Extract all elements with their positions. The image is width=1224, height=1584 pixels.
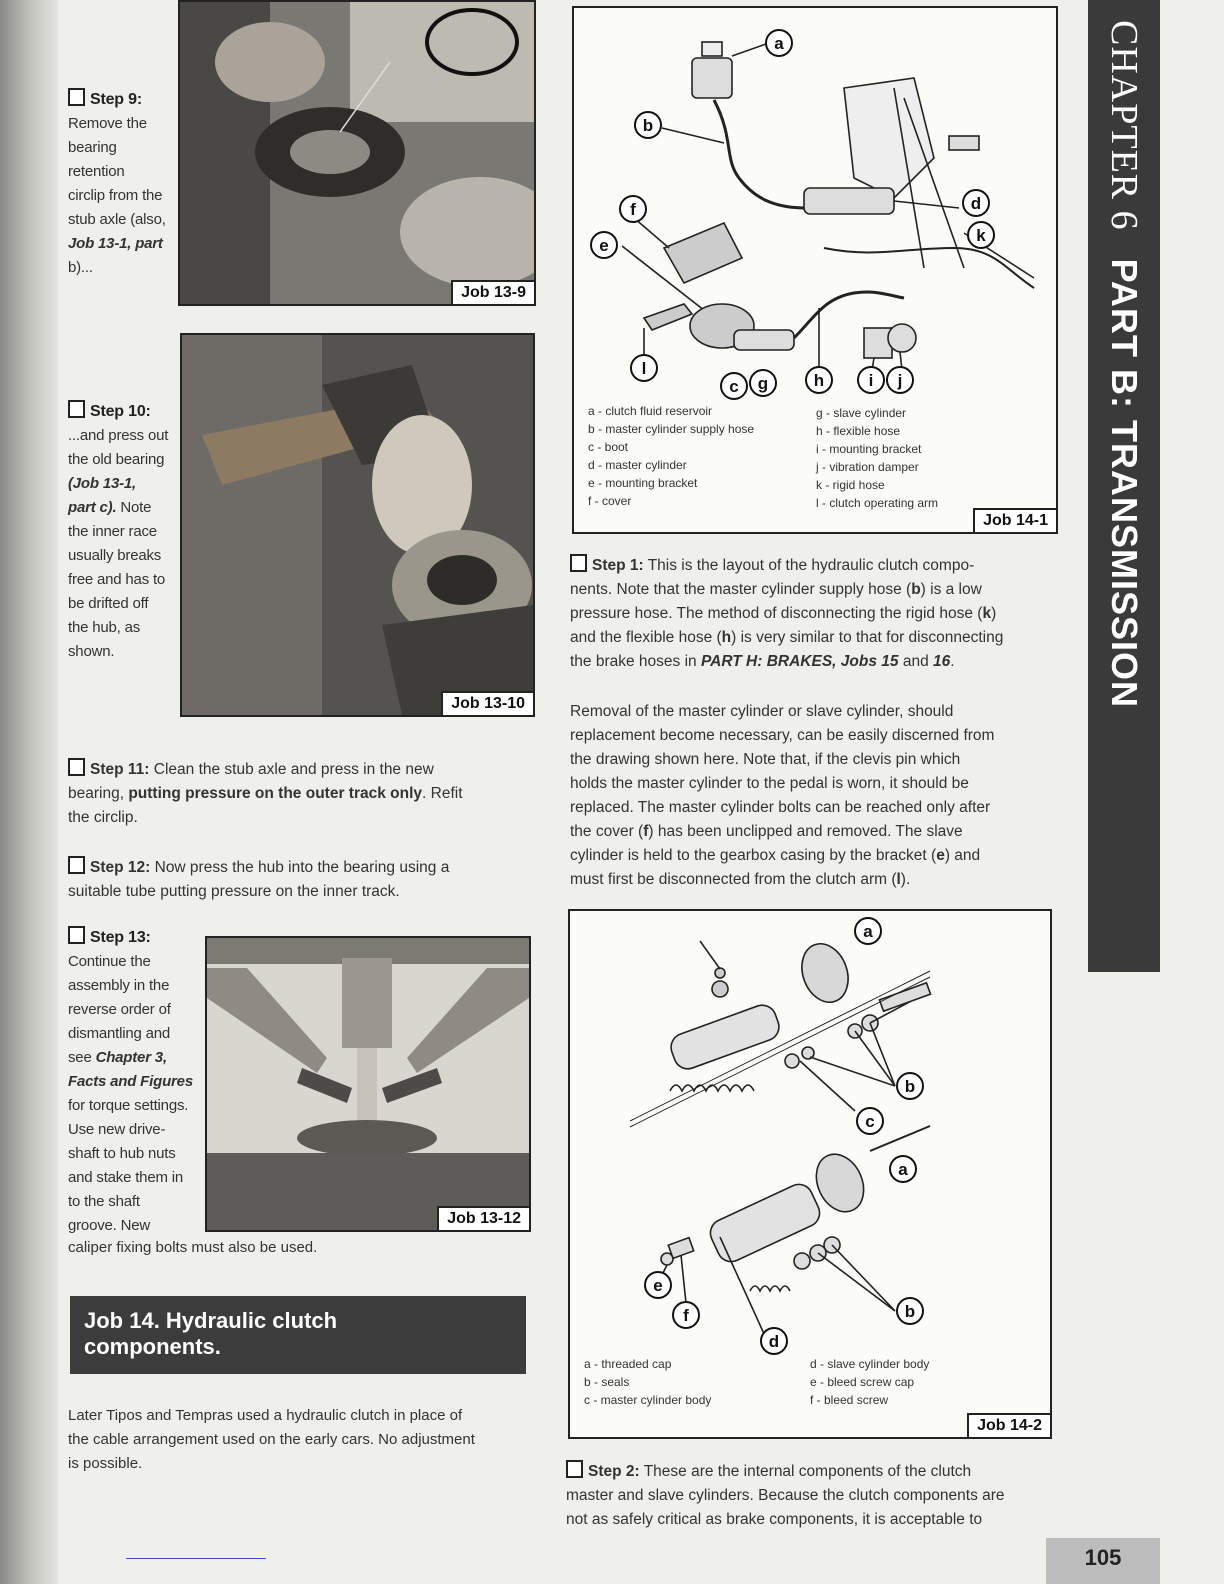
- step-9-line: retention: [68, 163, 125, 180]
- step-2-text: These are the internal components of the clutch: [639, 1463, 972, 1480]
- legend-item: e - bleed screw cap: [810, 1375, 915, 1389]
- step-11: [68, 758, 528, 830]
- legend-item: b - seals: [584, 1375, 630, 1389]
- checkbox-icon[interactable]: [68, 758, 85, 776]
- paragraph-line: ) has been unclipped and removed. The slave: [648, 823, 963, 840]
- legend-item: j - vibration damper: [816, 460, 919, 474]
- step-2-heading: Step 2:: [588, 1463, 640, 1480]
- step-10-line: the inner race: [68, 523, 157, 540]
- job-label: Job 14-1: [973, 508, 1056, 532]
- step-13-heading: Step 13:: [90, 929, 151, 946]
- step-11-emphasis: putting pressure on the outer track only: [128, 785, 423, 802]
- legend-item: d - master cylinder: [588, 458, 687, 472]
- step-13-line: to the shaft: [68, 1193, 140, 1210]
- book-spine-shadow: [0, 0, 58, 1584]
- legend-item: e - mounting bracket: [588, 476, 698, 490]
- checkbox-icon[interactable]: [68, 856, 85, 874]
- paragraph-line: Removal of the master cylinder or slave cylinder, should: [570, 703, 954, 720]
- callout-i-text: i: [868, 371, 874, 390]
- part-label: PART B: TRANSMISSION: [1104, 258, 1145, 708]
- step-10-line: ...and press out: [68, 427, 169, 444]
- callout-c-text: c: [865, 1112, 875, 1131]
- step-10-line: the hub, as: [68, 619, 141, 636]
- step-12-text: Now press the hub into the bearing using a: [150, 859, 450, 876]
- step-12-heading: Step 12:: [90, 859, 151, 876]
- diagram-2-legend-right: [810, 1355, 929, 1409]
- callout-d-text: d: [970, 194, 982, 213]
- step-9-line: stub axle (also,: [68, 211, 166, 228]
- legend-item: i - mounting bracket: [816, 442, 922, 456]
- step-13-line: and stake them in: [68, 1169, 184, 1186]
- job-14-intro-line: is possible.: [68, 1455, 143, 1472]
- paragraph-ref: l: [896, 871, 901, 888]
- step-2-text: master and slave cylinders. Because the clutch components are: [566, 1487, 1005, 1504]
- removal-paragraph: [570, 700, 1060, 892]
- photo-image: [207, 938, 529, 1230]
- callout-k-text: k: [976, 226, 986, 245]
- callouts: [645, 918, 923, 1354]
- checkbox-icon[interactable]: [68, 88, 85, 106]
- callout-a-text: a: [774, 34, 784, 53]
- step-10-line: the old bearing: [68, 451, 165, 468]
- step-1-text: ) is a low: [920, 581, 982, 598]
- job-14-intro-line: Later Tipos and Tempras used a hydraulic clutch in place of: [68, 1407, 463, 1424]
- step-11-text: bearing,: [68, 785, 129, 802]
- step-13-ref: Facts and Figures: [68, 1073, 193, 1090]
- checkbox-icon[interactable]: [566, 1460, 583, 1478]
- callout-h-text: h: [813, 371, 825, 390]
- step-9-line: Remove the: [68, 115, 147, 132]
- step-10: [68, 400, 180, 664]
- diagram-1-legend-left: [588, 402, 754, 510]
- step-13-line: shaft to hub nuts: [68, 1145, 176, 1162]
- job-14-title-line: Job 14. Hydraulic clutch: [84, 1308, 338, 1333]
- job-label: Job 13-9: [451, 280, 534, 304]
- step-13-ref: Chapter 3,: [95, 1049, 167, 1066]
- legend-item: l - clutch operating arm: [816, 496, 939, 510]
- paragraph-line: holds the master cylinder to the pedal is worn, it should be: [570, 775, 969, 792]
- footer-rule: [126, 1558, 266, 1559]
- callout-c-text: c: [729, 377, 739, 396]
- callout-a-text: a: [898, 1160, 908, 1179]
- step-1-cross-ref: 16: [933, 653, 951, 670]
- step-11-text: . Refit: [422, 785, 463, 802]
- step-1-text: ): [991, 605, 997, 622]
- photo-image: [180, 2, 534, 304]
- step-10-line: shown.: [68, 643, 115, 660]
- step-10-line: Note: [116, 499, 152, 516]
- step-1-text: nents. Note that the master cylinder supply hose (: [570, 581, 912, 598]
- step-13-line: groove. New: [68, 1217, 151, 1234]
- step-1-text: and the flexible hose (: [570, 629, 722, 646]
- checkbox-icon[interactable]: [68, 400, 85, 418]
- step-11-text: Clean the stub axle and press in the new: [149, 761, 434, 778]
- step-1-ref: h: [721, 629, 732, 646]
- callout-b-text: b: [642, 116, 654, 135]
- step-1-cross-ref: PART H: BRAKES, Jobs 15: [700, 653, 899, 670]
- photo-job-13-12: [205, 936, 531, 1232]
- diagram-job-14-1: [572, 6, 1058, 534]
- step-11-text: the circlip.: [68, 809, 138, 826]
- step-12-text: suitable tube putting pressure on the inner track.: [68, 883, 400, 900]
- photo-image: [182, 335, 533, 715]
- job-label: Job 14-2: [967, 1413, 1050, 1437]
- callout-d-text: d: [768, 1332, 780, 1351]
- step-1-text: This is the layout of the hydraulic clutch compo-: [643, 557, 975, 574]
- step-1-heading: Step 1:: [592, 557, 644, 574]
- step-1-text: the brake hoses in: [570, 653, 701, 670]
- legend-item: c - boot: [588, 440, 629, 454]
- callout-f-text: f: [683, 1306, 689, 1325]
- job-14-intro-line: the cable arrangement used on the early cars. No adjustment: [68, 1431, 475, 1448]
- legend-item: a - threaded cap: [584, 1357, 672, 1371]
- callout-f-text: f: [630, 200, 636, 219]
- diagram-1-legend-right: [816, 404, 938, 512]
- legend-item: k - rigid hose: [816, 478, 885, 492]
- job-14-heading: [70, 1296, 526, 1374]
- step-10-ref: part c).: [68, 499, 117, 516]
- step-9-line: circlip from the: [68, 187, 163, 204]
- callout-j-text: j: [897, 371, 903, 390]
- diagram-2-legend-left: [584, 1355, 711, 1409]
- step-1-text: ) is very similar to that for disconnecting: [731, 629, 1004, 646]
- paragraph-line: ) and: [944, 847, 981, 864]
- paragraph-line: replaced. The master cylinder bolts can be reached only after: [570, 799, 991, 816]
- step-10-line: be drifted off: [68, 595, 149, 612]
- step-13-line: dismantling and: [68, 1025, 171, 1042]
- step-13-line: assembly in the: [68, 977, 170, 994]
- job-14-title-line: components.: [84, 1334, 221, 1359]
- step-9: [68, 88, 180, 280]
- step-1-text: pressure hose. The method of disconnecting the rigid hose (: [570, 605, 983, 622]
- step-1-text: .: [950, 653, 955, 670]
- callout-b-text: b: [904, 1302, 916, 1321]
- chapter-heading: [1102, 20, 1146, 708]
- step-13: [68, 926, 208, 1238]
- step-13-line: Continue the: [68, 953, 151, 970]
- paragraph-ref: e: [936, 847, 945, 864]
- callout-a-text: a: [863, 922, 873, 941]
- legend-item: f - cover: [588, 494, 632, 508]
- diagram-job-14-2: [568, 909, 1052, 1439]
- paragraph-line: replacement become necessary, can be easily discerned from: [570, 727, 995, 744]
- legend-item: h - flexible hose: [816, 424, 901, 438]
- page-number: 105: [1046, 1538, 1160, 1584]
- checkbox-icon[interactable]: [68, 926, 85, 944]
- legend-item: c - master cylinder body: [584, 1393, 712, 1407]
- step-12: [68, 856, 528, 904]
- chapter-label: CHAPTER 6: [1103, 20, 1145, 231]
- job-label: Job 13-12: [437, 1206, 529, 1230]
- step-10-line: usually breaks: [68, 547, 162, 564]
- step-13-line: see: [68, 1049, 92, 1066]
- step-2: [566, 1460, 1056, 1532]
- step-9-line: bearing: [68, 139, 117, 156]
- job-14-intro: [68, 1404, 528, 1476]
- step-10-heading: Step 10:: [90, 403, 151, 420]
- step-13-last-line: caliper fixing bolts must also be used.: [68, 1239, 318, 1256]
- step-10-ref: (Job 13-1,: [68, 475, 137, 492]
- step-11-heading: Step 11:: [90, 761, 150, 778]
- step-13-line: Use new drive-: [68, 1121, 166, 1138]
- legend-item: f - bleed screw: [810, 1393, 889, 1407]
- callout-e-text: e: [599, 236, 609, 255]
- callout-l-text: l: [641, 359, 647, 378]
- legend-item: b - master cylinder supply hose: [588, 422, 755, 436]
- step-9-ref-end: b)...: [68, 259, 93, 276]
- job-label: Job 13-10: [441, 691, 533, 715]
- paragraph-line: the drawing shown here. Note that, if the clevis pin which: [570, 751, 961, 768]
- step-1: [570, 554, 1060, 674]
- photo-job-13-10: [180, 333, 535, 717]
- paragraph-line: cylinder is held to the gearbox casing by the bracket (: [570, 847, 937, 864]
- step-1-ref: b: [911, 581, 921, 598]
- paragraph-line: ).: [900, 871, 911, 888]
- step-9-ref: Job 13-1, part: [68, 235, 163, 252]
- callout-e-text: e: [653, 1276, 663, 1295]
- paragraph-ref: f: [643, 823, 649, 840]
- legend-item: a - clutch fluid reservoir: [588, 404, 713, 418]
- legend-item: g - slave cylinder: [816, 406, 907, 420]
- callout-b-text: b: [904, 1077, 916, 1096]
- step-1-ref: k: [982, 605, 992, 622]
- step-10-line: free and has to: [68, 571, 166, 588]
- step-9-heading: Step 9:: [90, 91, 142, 108]
- legend-item: d - slave cylinder body: [810, 1357, 930, 1371]
- paragraph-line: the cover (: [570, 823, 644, 840]
- paragraph-line: must first be disconnected from the clutch arm (: [570, 871, 897, 888]
- photo-job-13-9: [178, 0, 536, 306]
- callout-g-text: g: [757, 374, 769, 393]
- step-1-text: and: [898, 653, 933, 670]
- step-2-text: not as safely critical as brake components, it is acceptable to: [566, 1511, 983, 1528]
- step-13-line: for torque settings.: [68, 1097, 189, 1114]
- step-13-line: reverse order of: [68, 1001, 171, 1018]
- checkbox-icon[interactable]: [570, 554, 587, 572]
